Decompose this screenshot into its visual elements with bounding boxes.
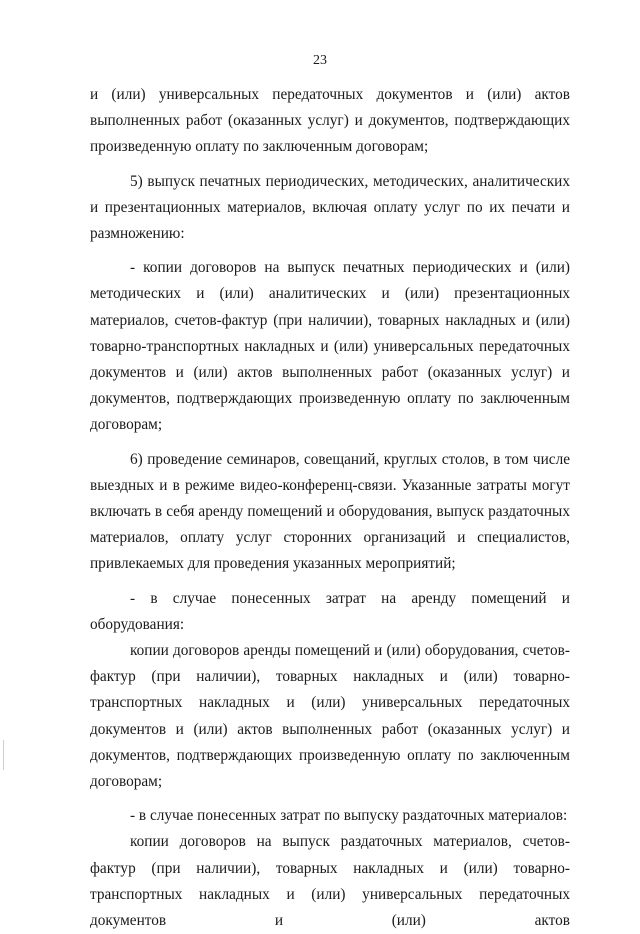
- paragraph: копии договоров аренды помещений и (или) оборудования, счетов-фактур (при наличии), товарных накладных и (или) товарно-транспортных накладных и (или) универсальных передаточных документов и (или) актов выполненных работ (оказанных услуг) и документов, подтверждающих произведенную оплату по заключенным договорам;: [90, 642, 570, 791]
- page-number: 23: [313, 53, 327, 68]
- paragraph: - в случае понесенных затрат по выпуску раздаточных материалов:: [130, 807, 568, 825]
- paragraph: и (или) универсальных передаточных документов и (или) актов выполненных работ (оказанных услуг) и документов, подтверждающих произведенную оплату по заключенным договорам;: [90, 86, 570, 156]
- document-body: [90, 82, 570, 934]
- paragraph: - в случае понесенных затрат на аренду помещений и оборудования:: [90, 589, 570, 633]
- paragraph: 5) выпуск печатных периодических, методических, аналитических и презентационных материалов, включая оплату услуг по их печати и размножению:: [90, 172, 570, 243]
- paragraph: 6) проведение семинаров, совещаний, круглых столов, в том числе выездных и в режиме видео-конференц-связи. Указанные затраты могут включать в себя аренду помещений и оборудования, выпуск раздаточных материалов, оплату услуг сторонних организаций и специалистов, привлекаемых для проведения указанных мероприятий;: [90, 450, 570, 573]
- paragraph: копии договоров на выпуск раздаточных материалов, счетов-фактур (при наличии), товарных накладных и (или) товарно-транспортных накладных и (или) универсальных передаточных документов и (или) актов: [90, 833, 570, 930]
- scan-margin-mark: [3, 740, 4, 770]
- paragraph: - копии договоров на выпуск печатных периодических и (или) методических и (или) аналитических и (или) презентационных материалов, счетов-фактур (при наличии), товарных накладных и (или) товарно-транспортных накладных и (или) универсальных передаточных документов и (или) актов выполненных работ (оказанных услуг) и документов, подтверждающих произведенную оплату по заключенным договорам;: [90, 259, 570, 434]
